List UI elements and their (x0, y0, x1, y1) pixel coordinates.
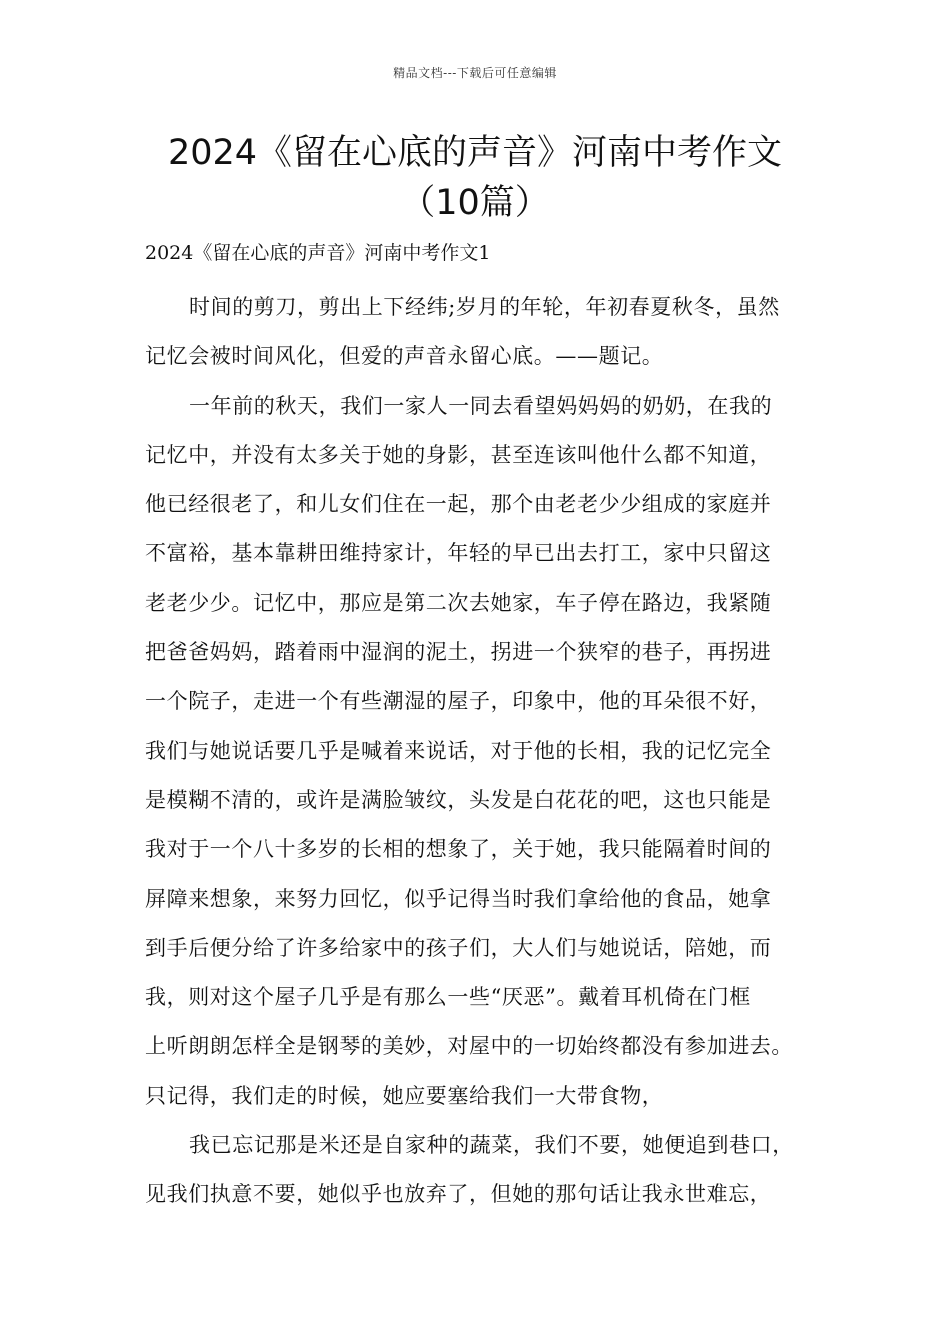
paragraph-line: 见我们执意不要，她似乎也放弃了，但她的那句话让我永世难忘， (145, 1182, 772, 1207)
paragraph-line: 把爸爸妈妈，踏着雨中湿润的泥土，拐进一个狭窄的巷子，再拐进 (145, 640, 772, 665)
paragraph-line: 记忆中，并没有太多关于她的身影，甚至连该叫他什么都不知道， (145, 442, 772, 467)
paragraph-line: 时间的剪刀，剪出上下经纬;岁月的年轮，年初春夏秋冬，虽然 (189, 295, 780, 319)
paragraph-line: 只记得，我们走的时候，她应要塞给我们一大带食物， (145, 1083, 664, 1108)
section-heading: 2024《留在心底的声音》河南中考作文1 (145, 242, 491, 264)
paragraph-line: 我对于一个八十多岁的长相的想象了，关于她，我只能隔着时间的 (145, 837, 772, 862)
header-note: 精品文档---下载后可任意编辑 (393, 66, 557, 80)
paragraph-line: 不富裕，基本靠耕田维持家计，年轻的早已出去打工，家中只留这 (145, 541, 772, 566)
paragraph-line: 一年前的秋天，我们一家人一同去看望妈妈妈的奶奶，在我的 (189, 393, 773, 418)
paragraph-line: 他已经很老了，和儿女们住在一起，那个由老老少少组成的家庭并 (145, 492, 772, 517)
paragraph-1 (145, 283, 835, 382)
paragraph-3 (145, 1121, 835, 1220)
paragraph-line: 是模糊不清的，或许是满脸皱纹，头发是白花花的吧，这也只能是 (145, 787, 772, 812)
paragraph-line: 一个院子，走进一个有些潮湿的屋子，印象中，他的耳朵很不好， (145, 689, 772, 714)
essay-body (145, 283, 835, 1220)
paragraph-line: 到手后便分给了许多给家中的孩子们，大人们与她说话，陪她，而 (145, 935, 772, 960)
paragraph-line: 我们与她说话要几乎是喊着来说话，对于他的长相，我的记忆完全 (145, 738, 772, 763)
title-line-2: （10篇） (400, 183, 550, 223)
paragraph-2 (145, 382, 835, 1121)
paragraph-line: 我，则对这个屋子几乎是有那么一些“厌恶”。戴着耳机倚在门框 (145, 985, 751, 1010)
paragraph-line: 老老少少。记忆中，那应是第二次去她家，车子停在路边，我紧随 (145, 590, 772, 615)
document-title (60, 128, 890, 228)
paragraph-line: 屏障来想象，来努力回忆，似乎记得当时我们拿给他的食品，她拿 (145, 886, 772, 911)
title-line-1: 2024《留在心底的声音》河南中考作文 (167, 133, 783, 173)
paragraph-line: 记忆会被时间风化，但爱的声音永留心底。——题记。 (145, 344, 664, 369)
paragraph-line: 上听朗朗怎样全是钢琴的美妙，对屋中的一切始终都没有参加进去。 (145, 1034, 793, 1059)
paragraph-line: 我已忘记那是米还是自家种的蔬菜，我们不要，她便追到巷口， (189, 1133, 794, 1158)
